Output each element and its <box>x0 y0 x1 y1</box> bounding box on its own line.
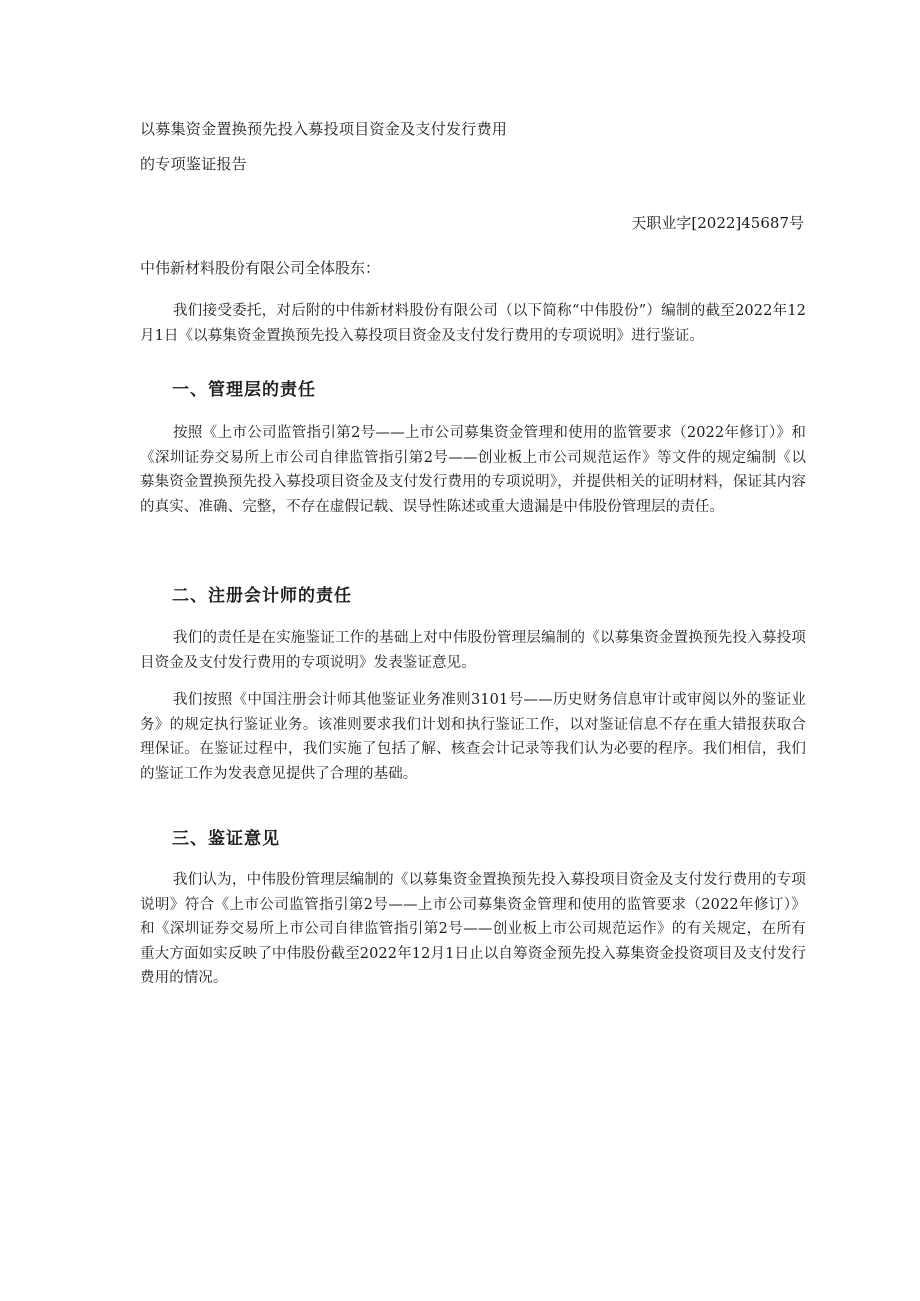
section-heading-auditor: 二、注册会计师的责任 <box>172 586 352 606</box>
auditor-paragraph-2: 我们按照《中国注册会计师其他鉴证业务准则3101号——历史财务信息审计或审阅以外的鉴证业务》的规定执行鉴证业务。该准则要求我们计划和执行鉴证工作，以对鉴证信息不存在重大错报获取合理保证。在鉴证过程中，我们实施了包括了解、核查会计记录等我们认为必要的程序。我们相信，我们的鉴证工作为发表意见提供了合理的基础。 <box>140 692 806 782</box>
auditor-paragraph-1: 我们的责任是在实施鉴证工作的基础上对中伟股份管理层编制的《以募集资金置换预先投入募投项目资金及支付发行费用的专项说明》发表鉴证意见。 <box>140 630 806 671</box>
section-heading-management: 一、管理层的责任 <box>172 380 316 400</box>
management-paragraph: 按照《上市公司监管指引第2号——上市公司募集资金管理和使用的监管要求（2022年修订）》和《深圳证券交易所上市公司自律监管指引第2号——创业板上市公司规范运作》等文件的规定编制《以募集资金置换预先投入募投项目资金及支付发行费用的专项说明》，并提供相关的证明材料，保证其内容的真实、准确、完整，不存在虚假记载、误导性陈述或重大遗漏是中伟股份管理层的责任。 <box>140 425 806 515</box>
addressee: 中伟新材料股份有限公司全体股东： <box>140 259 381 277</box>
opinion-paragraph: 我们认为，中伟股份管理层编制的《以募集资金置换预先投入募投项目资金及支付发行费用的专项说明》符合《上市公司监管指引第2号——上市公司募集资金管理和使用的监管要求（2022年修订）》和《深圳证券交易所上市公司自律监管指引第2号——创业板上市公司规范运作》的有关规定，在所有重大方面如实反映了中伟股份截至2022年12月1日止以自筹资金预先投入募集资金投资项目及支付发行费用的情况。 <box>140 872 806 986</box>
report-title-line-1: 以募集资金置换预先投入募投项目资金及支付发行费用 <box>140 120 508 138</box>
section-heading-opinion: 三、鉴证意见 <box>172 829 280 849</box>
intro-paragraph: 我们接受委托，对后附的中伟新材料股份有限公司（以下简称“中伟股份”）编制的截至2022年12月1日《以募集资金置换预先投入募投项目资金及支付发行费用的专项说明》进行鉴证。 <box>140 303 806 344</box>
report-number: 天职业字[2022]45687号 <box>631 214 804 232</box>
report-title-line-2: 的专项鉴证报告 <box>140 155 248 173</box>
